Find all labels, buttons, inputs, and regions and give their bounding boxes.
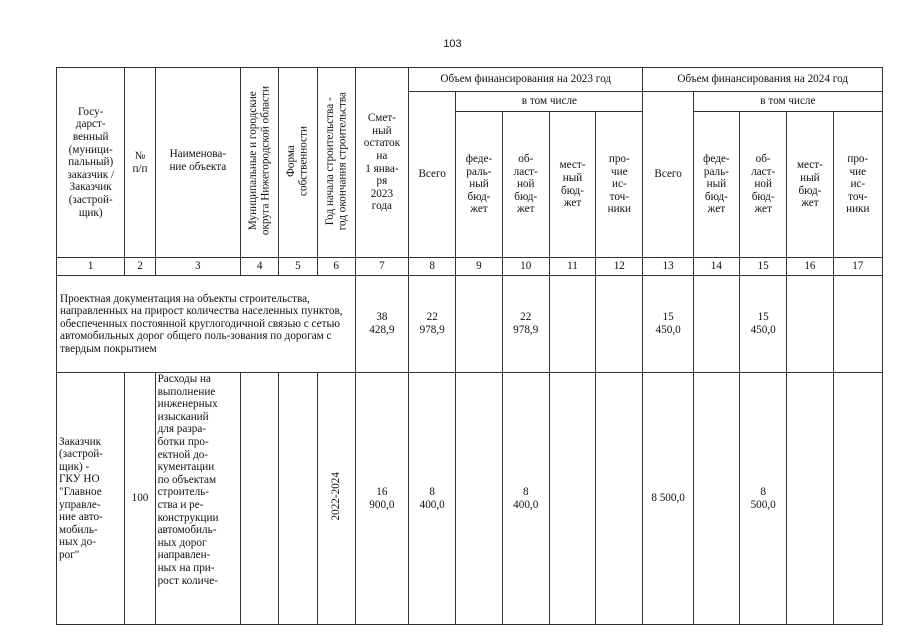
header-local-2023: мест- ный бюд- жет xyxy=(549,112,595,258)
row-other-2024 xyxy=(833,373,882,625)
section-total-2023: 22 978,9 xyxy=(409,276,456,373)
column-number: 10 xyxy=(502,258,549,276)
column-number: 9 xyxy=(456,258,502,276)
column-number: 4 xyxy=(241,258,279,276)
header-including-2023: в том числе xyxy=(456,92,643,112)
column-number: 14 xyxy=(693,258,739,276)
row-federal-2024 xyxy=(693,373,739,625)
row-number: 100 xyxy=(125,373,155,625)
header-ownership: Форма собственности xyxy=(279,68,317,258)
row-estimate: 16 900,0 xyxy=(355,373,408,625)
header-local-2024: мест- ный бюд- жет xyxy=(787,112,833,258)
row-object-name: Расходы на выполнение инженерных изысканий для разра- ботки про- ектной до- кументации по объектам строитель- ства и ре- конструкции автомобиль- ных дорог направлен- ных на при- рост количе- xyxy=(155,373,241,625)
row-regional-2023: 8 400,0 xyxy=(502,373,549,625)
column-number: 15 xyxy=(740,258,787,276)
header-customer: Госу- дарст- венный (муници- пальный) заказчик / Заказчик (застрой- щик) xyxy=(57,68,125,258)
column-number: 2 xyxy=(125,258,155,276)
column-number: 1 xyxy=(57,258,125,276)
column-number: 16 xyxy=(787,258,833,276)
header-object-name: Наименова- ние объекта xyxy=(155,68,241,258)
section-regional-2024: 15 450,0 xyxy=(740,276,787,373)
header-regional-2024: об- ласт- ной бюд- жет xyxy=(740,112,787,258)
header-construction-years: Год начала строительства - год окончания строительства xyxy=(317,68,355,258)
row-total-2024: 8 500,0 xyxy=(643,373,693,625)
header-other-2024: про- чие ис- точ- ники xyxy=(833,112,882,258)
header-municipal: Муниципальные и городские округа Нижегородской области xyxy=(241,68,279,258)
row-local-2023 xyxy=(549,373,595,625)
financing-table xyxy=(56,67,883,625)
row-construction-years: 2022-2024 xyxy=(317,373,355,625)
section-other-2024 xyxy=(833,276,882,373)
header-regional-2023: об- ласт- ной бюд- жет xyxy=(502,112,549,258)
header-number: № п/п xyxy=(125,68,155,258)
header-total-2024: Всего xyxy=(643,92,693,258)
section-other-2023 xyxy=(596,276,643,373)
section-title: Проектная документация на объекты строительства, направленных на прирост количества населенных пунктов, обеспеченных постоянной круглогодичной связью с сетью автомобильных дорог общего поль-зования по дорогам с твердым покрытием xyxy=(57,276,356,373)
section-local-2024 xyxy=(787,276,833,373)
column-number: 5 xyxy=(279,258,317,276)
header-including-2024: в том числе xyxy=(693,92,882,112)
header-financing-2024: Объем финансирования на 2024 год xyxy=(643,68,883,92)
column-number: 6 xyxy=(317,258,355,276)
header-federal-2023: феде- раль- ный бюд- жет xyxy=(456,112,502,258)
row-customer: Заказчик (застрой- щик) - ГКУ НО "Главное управле- ние авто- мобиль- ных до- рог" xyxy=(57,373,125,625)
row-local-2024 xyxy=(787,373,833,625)
column-number: 13 xyxy=(643,258,693,276)
column-number: 3 xyxy=(155,258,241,276)
section-estimate: 38 428,9 xyxy=(355,276,408,373)
section-total-2024: 15 450,0 xyxy=(643,276,693,373)
column-number: 17 xyxy=(833,258,882,276)
section-federal-2023 xyxy=(456,276,502,373)
section-federal-2024 xyxy=(693,276,739,373)
column-number: 8 xyxy=(409,258,456,276)
header-other-2023: про- чие ис- точ- ники xyxy=(596,112,643,258)
row-total-2023: 8 400,0 xyxy=(409,373,456,625)
row-municipal xyxy=(241,373,279,625)
row-other-2023 xyxy=(596,373,643,625)
page-number: 103 xyxy=(443,38,462,50)
column-number: 11 xyxy=(549,258,595,276)
section-regional-2023: 22 978,9 xyxy=(502,276,549,373)
row-federal-2023 xyxy=(456,373,502,625)
header-estimate-balance: Смет- ный остаток на 1 янва- ря 2023 года xyxy=(355,68,408,258)
row-ownership xyxy=(279,373,317,625)
row-regional-2024: 8 500,0 xyxy=(740,373,787,625)
column-number: 12 xyxy=(596,258,643,276)
header-federal-2024: феде- раль- ный бюд- жет xyxy=(693,112,739,258)
header-financing-2023: Объем финансирования на 2023 год xyxy=(409,68,643,92)
column-number: 7 xyxy=(355,258,408,276)
header-total-2023: Всего xyxy=(409,92,456,258)
section-local-2023 xyxy=(549,276,595,373)
